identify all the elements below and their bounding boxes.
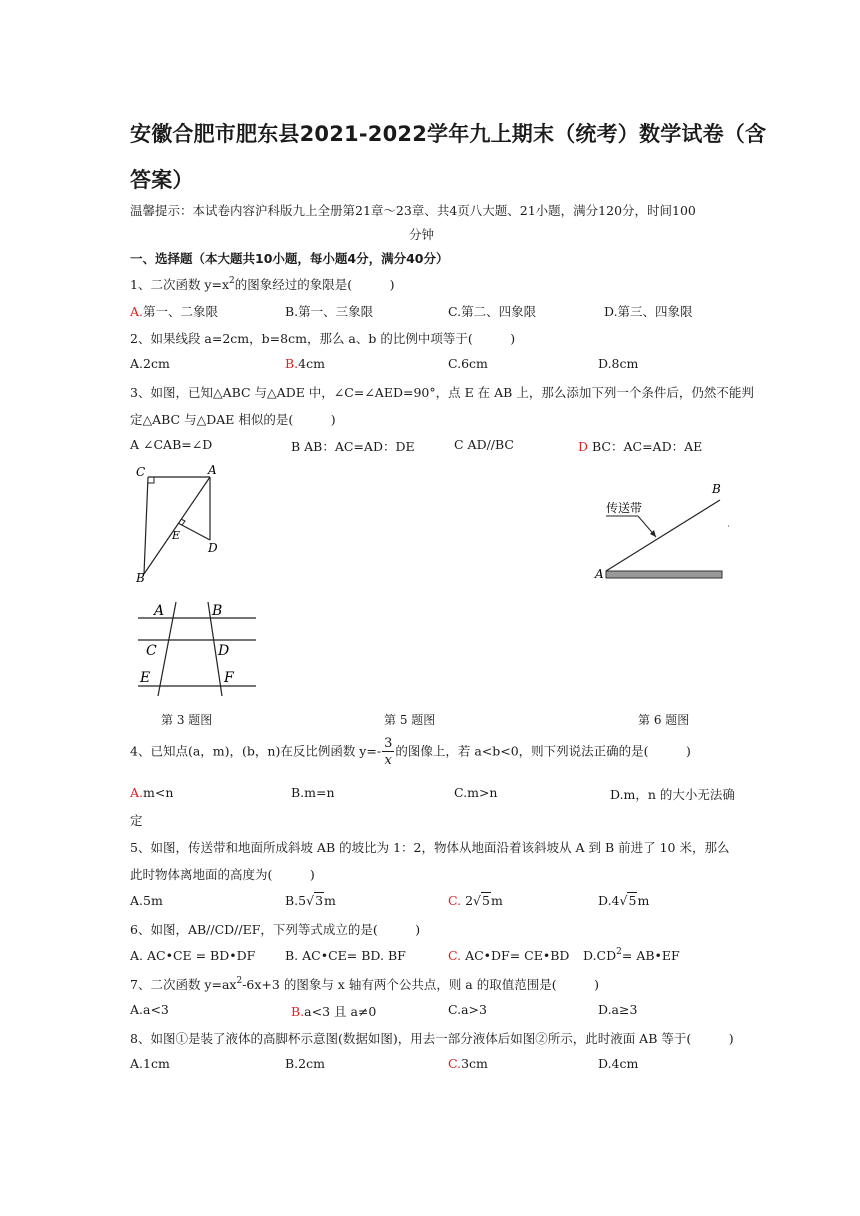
question-3-option-b: B AB：AC=AD：DE — [291, 439, 415, 454]
fig5-label-f: F — [224, 670, 234, 686]
question-5-option-b: B.5√3m — [285, 893, 336, 908]
question-2-stem: 2、如果线段 a=2cm，b=8cm，那么 a、b 的比例中项等于( ) — [130, 331, 516, 346]
caption-figure-6: 第 6 题图 — [638, 713, 690, 727]
question-6-option-d: $D.CD^2=$ AB•EF — [583, 947, 680, 963]
question-6-option-b: B. AC•CE= BD. BF — [285, 948, 406, 963]
question-7-option-b: B.a<3 且 a≠0 — [291, 1004, 377, 1019]
question-2-option-a: A.2cm — [130, 356, 170, 371]
document-title-line-2: 答案） — [130, 168, 194, 192]
question-5-stem-line-2: 此时物体离地面的高度为( ) — [130, 867, 315, 882]
question-5-option-d: D.4√5m — [598, 893, 650, 908]
question-3-option-a: A ∠CAB=∠D — [130, 437, 213, 452]
question-1-stem: 1、二次函数 $y=x^2$的图象经过的象限是( ) — [130, 276, 395, 292]
question-4-option-b: B.m=n — [291, 785, 335, 800]
question-5-option-c: C. 2√5m — [448, 893, 503, 908]
figure-conveyor-slope — [590, 478, 740, 583]
fig3-label-c: C — [136, 465, 146, 479]
fig5-label-b: B — [212, 603, 223, 619]
question-3-stem-line-1: 3、如图，已知△ABC 与△ADE 中，∠C=∠AED=90°，点 E 在 AB 上，那么添加下列一个条件后，仍然不能判 — [130, 385, 754, 400]
question-7-option-c: C.a>3 — [448, 1002, 487, 1017]
question-5-option-a: A.5m — [130, 893, 163, 908]
question-3-option-c: C AD//BC — [454, 437, 514, 452]
question-1-option-c: C.第二、四象限 — [448, 304, 537, 319]
tip-text-line-1: 温馨提示：本试卷内容沪科版九上全册第21章～23章、共4页八大题、21小题，满分120分，时间100 — [130, 203, 696, 218]
fig6-label-conveyor: 传送带 — [606, 501, 643, 515]
fig3-label-a: A — [208, 463, 217, 477]
fig6-label-a: A — [595, 567, 604, 581]
question-8-option-d: D.4cm — [598, 1056, 639, 1071]
question-8-option-c: C.3cm — [448, 1056, 488, 1071]
question-4-option-d-continued: 定 — [130, 813, 143, 828]
question-4-option-a: A.m<n — [130, 785, 174, 800]
question-2-option-b: B.4cm — [285, 356, 325, 371]
question-8-stem: 8、如图①是装了液体的高脚杯示意图(数据如图)，用去一部分液体后如图②所示，此时液面 AB 等于( ) — [130, 1031, 734, 1046]
section-heading-choice: 一、选择题（本大题共10小题，每小题4分，满分40分） — [130, 251, 449, 266]
caption-figure-5: 第 5 题图 — [384, 713, 436, 727]
question-6-option-a: A. AC•CE = BD•DF — [130, 948, 256, 963]
fig5-label-a: A — [154, 603, 165, 619]
question-8-option-b: B.2cm — [285, 1056, 325, 1071]
question-5-stem-line-1: 5、如图，传送带和地面所成斜坡 AB 的坡比为 1：2，物体从地面沿着该斜坡从 A 到 B 前进了 10 米，那么 — [130, 840, 730, 855]
question-2-option-c: C.6cm — [448, 356, 488, 371]
question-4-stem: 4、已知点(a，m)，(b，n)在反比例函数 y=- $\frac{3}{x}$ 的图像上，若 a<b<0，则下列说法正确的是( ) — [130, 736, 691, 768]
fig5-label-e: E — [140, 670, 151, 686]
question-3-option-d: D BC：AC=AD：AE — [578, 439, 703, 454]
figure-parallel-lines — [130, 598, 265, 698]
question-6-stem: 6、如图，AB//CD//EF，下列等式成立的是( ) — [130, 922, 421, 937]
question-1-option-a: A.第一、二象限 — [130, 304, 219, 319]
tip-text-line-2: 分钟 — [409, 227, 435, 242]
fig3-label-b: B — [136, 571, 145, 585]
question-2-option-d: D.8cm — [598, 356, 639, 371]
question-1-option-b: B.第一、三象限 — [285, 304, 374, 319]
question-7-option-a: A.a<3 — [130, 1002, 169, 1017]
question-8-option-a: A.1cm — [130, 1056, 170, 1071]
fraction-3-over-x: $\frac{3}{x}$ — [384, 736, 393, 768]
question-3-stem-line-2: 定△ABC 与△DAE 相似的是( ) — [130, 412, 336, 427]
fig5-label-c: C — [146, 643, 157, 659]
caption-figure-3: 第 3 题图 — [161, 713, 213, 727]
fig5-label-d: D — [218, 643, 230, 659]
fig3-label-e: E — [172, 529, 181, 542]
question-7-stem: 7、二次函数 $y=ax^2-6x+3$ 的图象与 x 轴有两个公共点，则 a 的取值范围是( ) — [130, 976, 599, 992]
fig6-label-b: B — [712, 482, 721, 496]
question-1-option-d: D.第三、四象限 — [604, 304, 693, 319]
fig3-label-d: D — [208, 541, 218, 555]
figure-3-triangles — [128, 462, 228, 587]
question-4-option-d: D.m，n 的大小无法确 — [610, 787, 735, 802]
question-6-option-c: C. AC•DF= CE•BD — [448, 948, 570, 963]
document-title-line-1: 安徽合肥市肥东县2021-2022学年九上期末（统考）数学试卷（含 — [130, 122, 767, 146]
question-4-option-c: C.m>n — [454, 785, 498, 800]
question-7-option-d: D.a≥3 — [598, 1002, 638, 1017]
